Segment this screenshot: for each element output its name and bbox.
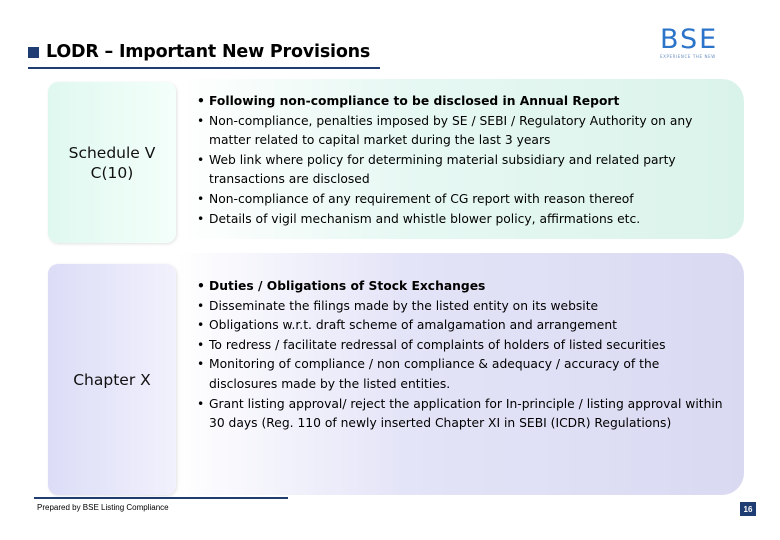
bullet-item: • Duties / Obligations of Stock Exchanges — [198, 277, 724, 297]
title-underline — [28, 67, 380, 69]
page-number: 16 — [743, 504, 753, 514]
bullet-item: • Non-compliance of any requirement of CG report with reason thereof — [198, 190, 724, 210]
bullet-list — [198, 92, 724, 229]
section-chapter-x-content — [176, 253, 744, 495]
bullet-item: • To redress / facilitate redressal of complaints of holders of listed securities — [198, 336, 724, 356]
bullet-list — [198, 277, 724, 434]
bullet-item: • Web link where policy for determining material subsidiary and related party transactions are disclosed — [198, 151, 724, 190]
bullet-item: • Following non-compliance to be disclosed in Annual Report — [198, 92, 724, 112]
footer-credit: Prepared by BSE Listing Compliance — [37, 503, 169, 512]
bullet-item: • Non-compliance, penalties imposed by SE / SEBI / Regulatory Authority on any matter related to capital market during the last 3 years — [198, 112, 724, 151]
section-label-schedule-v — [48, 82, 176, 243]
bullet-item: • Grant listing approval/ reject the application for In-principle / listing approval within 30 days (Reg. 110 of newly inserted Chapter XI in SEBI (ICDR) Regulations) — [198, 395, 724, 434]
bullet-item: • Monitoring of compliance / non compliance & adequacy / accuracy of the disclosures made by the listed entities. — [198, 355, 724, 394]
page-title: LODR – Important New Provisions — [46, 42, 371, 62]
bullet-item: • Obligations w.r.t. draft scheme of amalgamation and arrangement — [198, 316, 724, 336]
bullet-item: • Details of vigil mechanism and whistle blower policy, affirmations etc. — [198, 210, 724, 230]
section-label-chapter-x — [48, 264, 176, 495]
section-label-text: Schedule V C(10) — [68, 143, 156, 182]
bse-logo — [660, 26, 726, 66]
title-square-marker — [28, 47, 39, 58]
section-schedule-v-content — [176, 79, 744, 239]
section-label-text: Chapter X — [73, 370, 151, 389]
footer-divider — [34, 497, 288, 499]
logo-tagline: EXPERIENCE THE NEW — [660, 54, 716, 59]
logo-wordmark: BSE — [660, 24, 719, 55]
bullet-item: • Disseminate the filings made by the listed entity on its website — [198, 297, 724, 317]
page-number-badge — [740, 502, 756, 516]
